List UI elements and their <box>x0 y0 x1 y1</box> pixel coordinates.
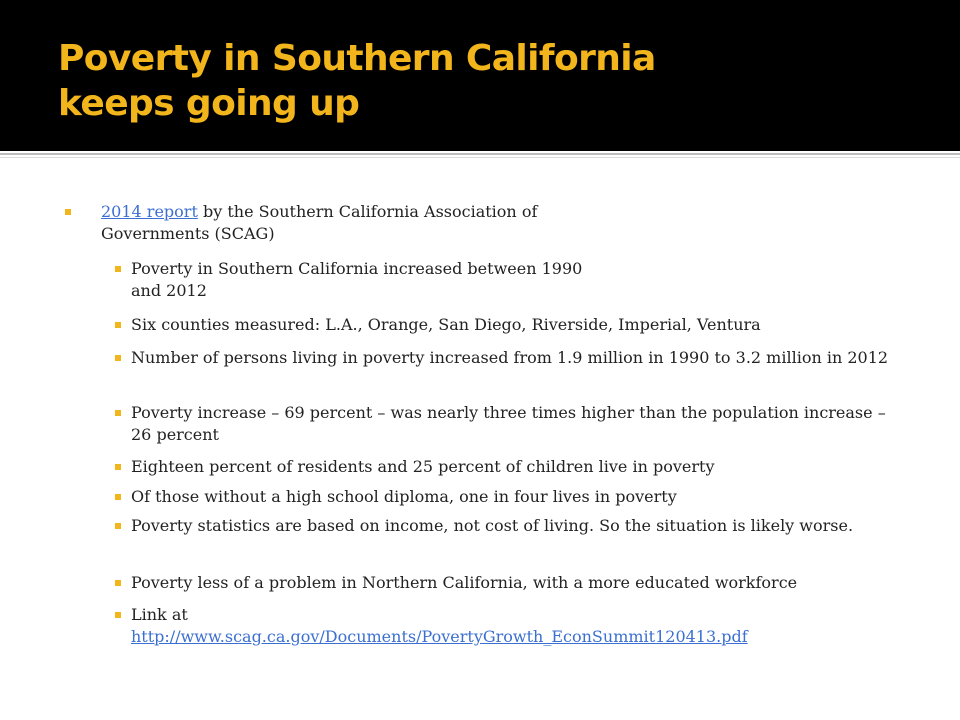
square-bullet-icon <box>115 355 121 361</box>
list-item <box>131 314 906 336</box>
title-line-2: keeps going up <box>58 83 360 124</box>
square-bullet-icon <box>115 580 121 586</box>
link-prefix: Link at <box>131 605 188 624</box>
list-item <box>131 572 906 594</box>
square-bullet-icon <box>115 266 121 272</box>
square-bullet-icon <box>115 410 121 416</box>
list-item <box>131 486 906 508</box>
list-item <box>131 258 611 302</box>
list-item-text: Eighteen percent of residents and 25 percent of children live in poverty <box>131 457 715 476</box>
report-description: by the Southern California Association of Governments (SCAG) <box>101 202 538 243</box>
square-bullet-icon <box>115 322 121 328</box>
list-item-link <box>131 604 906 648</box>
list-item <box>131 456 906 478</box>
list-item-text: Poverty in Southern California increased between 1990 and 2012 <box>131 259 583 300</box>
square-bullet-icon <box>65 209 71 215</box>
pdf-link[interactable]: http://www.scag.ca.gov/Documents/PovertyGrowth_EconSummit120413.pdf <box>131 627 748 646</box>
list-item-report <box>101 201 601 245</box>
square-bullet-icon <box>115 612 121 618</box>
report-link[interactable]: 2014 report <box>101 202 198 221</box>
list-item <box>131 515 906 537</box>
title-line-1: Poverty in Southern California <box>58 38 656 79</box>
list-item-text: Number of persons living in poverty increased from 1.9 million in 1990 to 3.2 million in 2012 <box>131 348 889 367</box>
square-bullet-icon <box>115 494 121 500</box>
square-bullet-icon <box>115 523 121 529</box>
list-item <box>131 402 906 446</box>
list-item <box>131 347 906 369</box>
list-item-text: Poverty statistics are based on income, not cost of living. So the situation is likely worse. <box>131 516 854 535</box>
list-item-text: Poverty less of a problem in Northern California, with a more educated workforce <box>131 573 798 592</box>
list-item-text: Six counties measured: L.A., Orange, San Diego, Riverside, Imperial, Ventura <box>131 315 761 334</box>
list-item-text: Of those without a high school diploma, one in four lives in poverty <box>131 487 677 506</box>
list-item-text: Poverty increase – 69 percent – was nearly three times higher than the population increase – 26 percent <box>131 403 886 444</box>
square-bullet-icon <box>115 464 121 470</box>
